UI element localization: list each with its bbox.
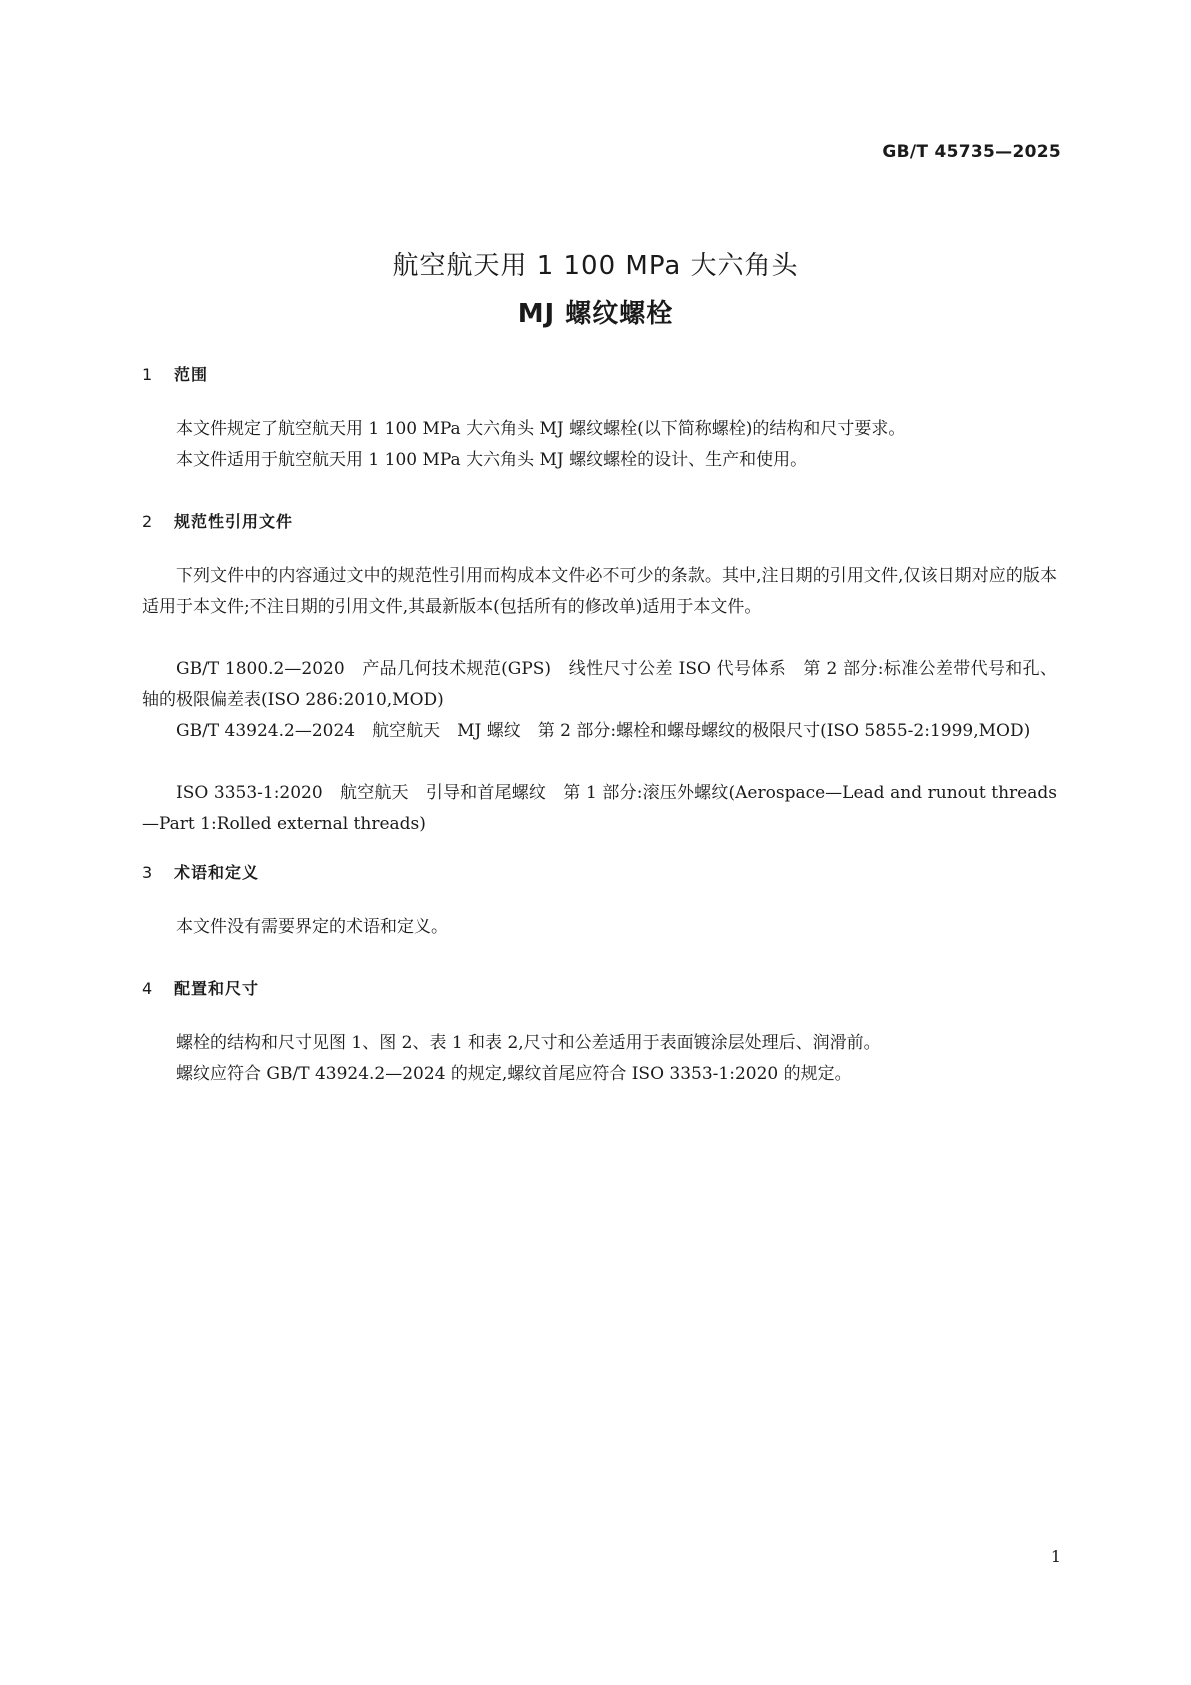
section-title: 规范性引用文件: [174, 512, 294, 531]
section-4-paragraph-1: 螺栓的结构和尺寸见图 1、图 2、表 1 和表 2,尺寸和公差适用于表面镀涂层处理后、润滑前。: [176, 1033, 881, 1053]
section-4-heading: [142, 976, 259, 999]
title-line-1: 航空航天用 1 100 MPa 大六角头: [392, 251, 799, 281]
page-number: 1: [1050, 1547, 1061, 1566]
normative-reference-3: ISO 3353-1:2020 航空航天 引导和首尾螺纹 第 1 部分:滚压外螺纹(Aerospace—Lead and runout threads—Part 1:Rolled external threads): [142, 783, 1057, 834]
section-title: 术语和定义: [174, 863, 260, 882]
section-1-heading: [142, 362, 208, 385]
section-number: 3: [142, 863, 154, 882]
section-2-paragraph-1: 下列文件中的内容通过文中的规范性引用而构成本文件必不可少的条款。其中,注日期的引用文件,仅该日期对应的版本适用于本文件;不注日期的引用文件,其最新版本(包括所有的修改单)适用于本文件。: [142, 566, 1057, 617]
title-line-2: MJ 螺纹螺栓: [517, 299, 674, 329]
section-4-paragraph-2: 螺纹应符合 GB/T 43924.2—2024 的规定,螺纹首尾应符合 ISO 3353-1:2020 的规定。: [176, 1064, 852, 1084]
normative-reference-1: GB/T 1800.2—2020 产品几何技术规范(GPS) 线性尺寸公差 ISO 代号体系 第 2 部分:标准公差带代号和孔、轴的极限偏差表(ISO 286:2010,MOD): [142, 659, 1057, 710]
section-title: 范围: [174, 365, 209, 384]
section-number: 1: [142, 365, 154, 384]
document-title: [0, 242, 1191, 338]
section-3-paragraph-1: 本文件没有需要界定的术语和定义。: [176, 917, 448, 937]
section-number: 2: [142, 512, 154, 531]
section-2-heading: [142, 509, 293, 532]
section-3-heading: [142, 860, 259, 883]
normative-reference-2: GB/T 43924.2—2024 航空航天 MJ 螺纹 第 2 部分:螺栓和螺母螺纹的极限尺寸(ISO 5855-2:1999,MOD): [176, 721, 1031, 741]
section-number: 4: [142, 979, 154, 998]
section-title: 配置和尺寸: [174, 979, 260, 998]
section-1-paragraph-2: 本文件适用于航空航天用 1 100 MPa 大六角头 MJ 螺纹螺栓的设计、生产和使用。: [176, 450, 808, 470]
standard-number: GB/T 45735—2025: [882, 142, 1061, 162]
section-1-paragraph-1: 本文件规定了航空航天用 1 100 MPa 大六角头 MJ 螺纹螺栓(以下简称螺栓)的结构和尺寸要求。: [176, 419, 906, 439]
